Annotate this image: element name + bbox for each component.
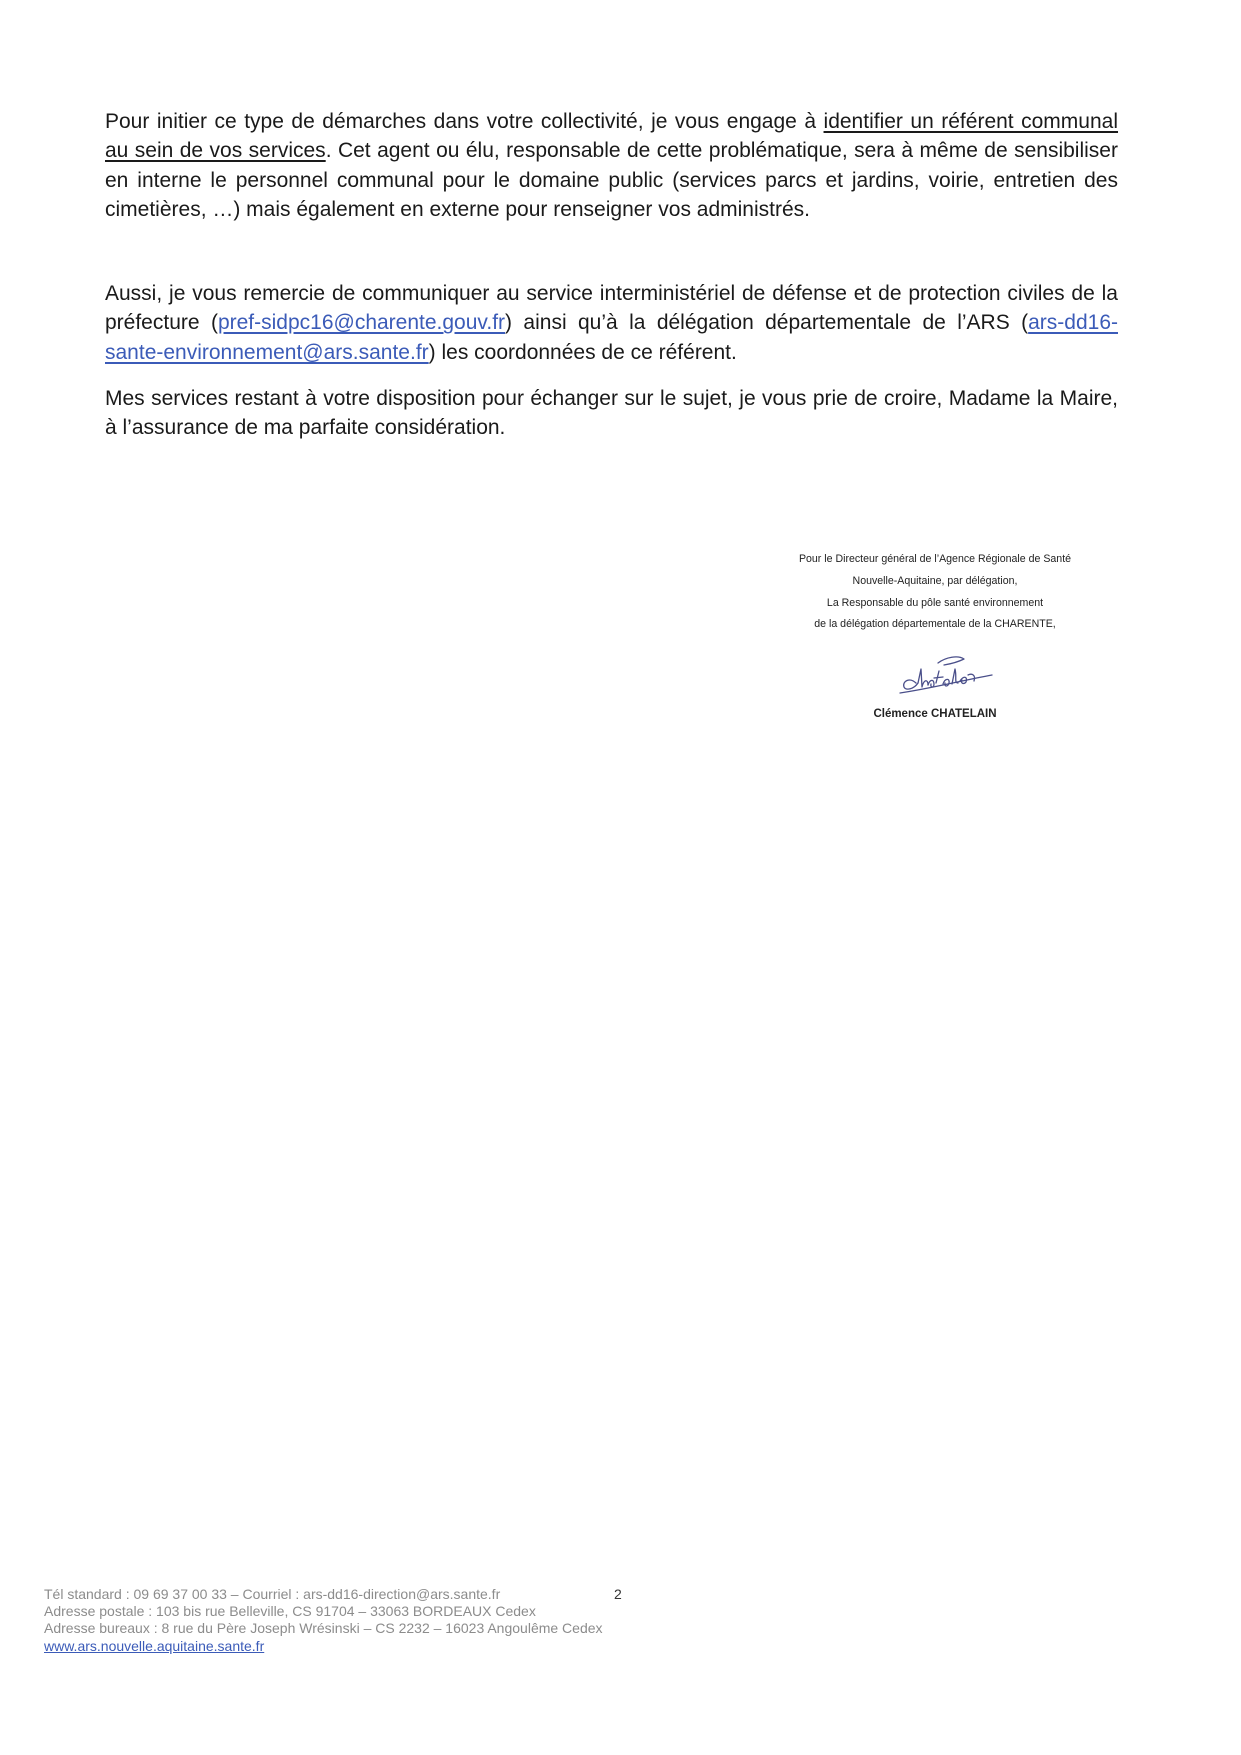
signature-line-2: Nouvelle-Aquitaine, par délégation,	[852, 574, 1018, 587]
paragraph-contacts-part2: ) ainsi qu’à la délégation départementale de l’ARS (	[505, 311, 1029, 335]
footer-office-address: Adresse bureaux : 8 rue du Père Joseph Wrésinski – CS 2232 – 16023 Angoulême Cedex	[44, 1620, 603, 1637]
handwritten-signature	[888, 647, 1000, 701]
prefecture-email-link[interactable]: pref-sidpc16@charente.gouv.fr	[217, 311, 506, 335]
paragraph-contacts-part3: ) les coordonnées de ce référent.	[428, 340, 737, 364]
signature-line-3: La Responsable du pôle santé environnement	[826, 596, 1044, 609]
paragraph-referent	[105, 107, 1118, 225]
footer-postal-address: Adresse postale : 103 bis rue Belleville, CS 91704 – 33063 BORDEAUX Cedex	[44, 1603, 536, 1620]
paragraph-referent-intro: Pour initier ce type de démarches dans votre collectivité, je vous engage à	[105, 110, 824, 133]
signature-line-4: de la délégation départementale de la CHARENTE,	[814, 618, 1056, 631]
footer	[44, 1586, 744, 1655]
ars-email-link[interactable]: ars-dd16-sante-environnement@ars.sante.fr	[105, 311, 1118, 364]
signature-block	[760, 549, 1110, 636]
paragraph-contacts-part1: Aussi, je vous remercie de communiquer au service interministériel de défense et de protection civiles de la préfecture (	[105, 282, 1118, 335]
footer-contact-line: Tél standard : 09 69 37 00 33 – Courriel : ars-dd16-direction@ars.sante.fr	[44, 1586, 501, 1602]
paragraph-contacts	[105, 279, 1118, 367]
signature-line-1: Pour le Directeur général de l’Agence Régionale de Santé	[798, 553, 1072, 565]
signer-name: Clémence CHATELAIN	[873, 708, 997, 720]
paragraph-referent-rest: . Cet agent ou élu, responsable de cette problématique, sera à même de sensibiliser en interne le personnel communal pour le domaine public (services parcs et jardins, voirie, entretien des cimetières, …) mais également en externe pour renseigner vos administrés.	[105, 139, 1118, 222]
page-number: 2	[614, 1586, 622, 1602]
paragraph-closing: Mes services restant à votre disposition pour échanger sur le sujet, je vous prie de croire, Madame la Maire, à l’assurance de ma parfaite considération.	[105, 387, 1118, 440]
referent-underlined-phrase: identifier un référent communal au sein de vos services	[105, 110, 1119, 163]
footer-website-link[interactable]: www.ars.nouvelle.aquitaine.sante.fr	[44, 1637, 265, 1654]
